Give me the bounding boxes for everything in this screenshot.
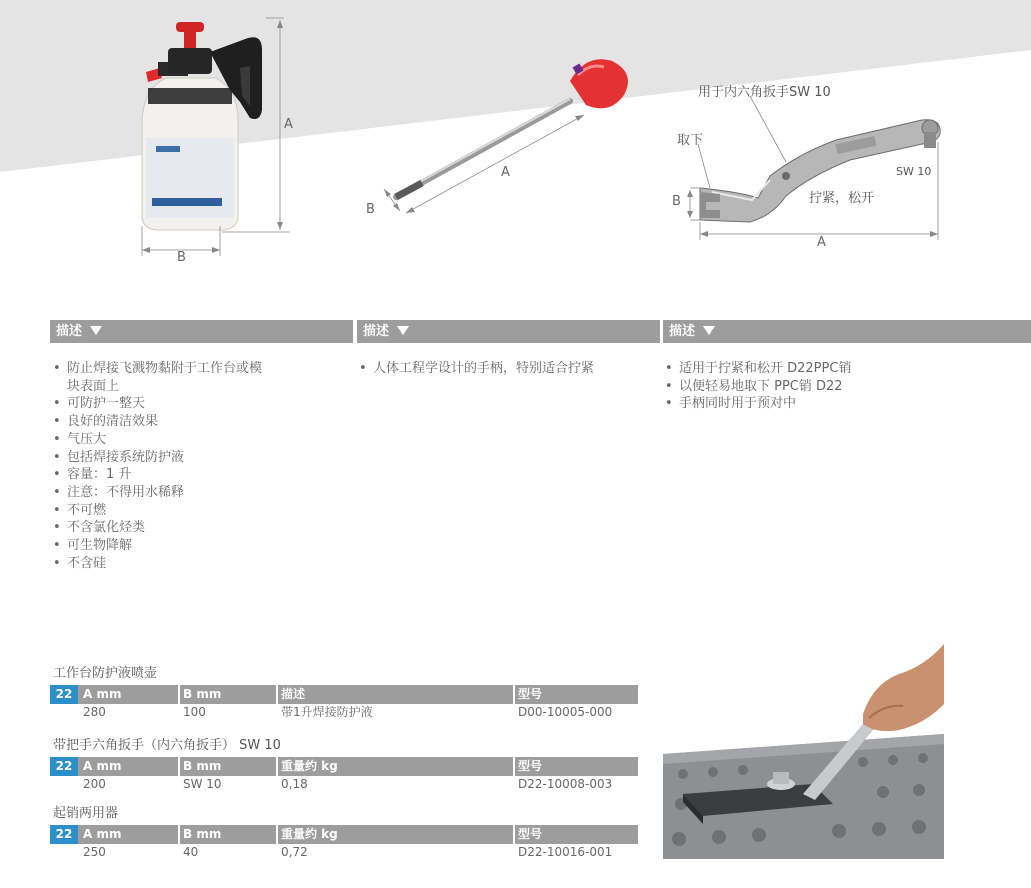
triangle-down-icon	[397, 326, 409, 335]
desc-header-2	[357, 320, 660, 343]
bullet-list-2	[358, 360, 658, 378]
bullet-list-3	[664, 360, 964, 413]
cell-a: 280	[83, 705, 106, 719]
desc-header-3-label: 描述	[669, 324, 696, 339]
pin-tool-dim-a: A	[817, 235, 826, 250]
col-header-b: B mm	[183, 687, 222, 701]
cell-a: 200	[83, 777, 106, 791]
col-header-model: 型号	[518, 759, 543, 773]
desc-header-1-label: 描述	[56, 324, 83, 339]
list-item: • 防止焊接飞溅物黏附于工作台或模 块表面上	[52, 360, 352, 395]
table-row	[50, 704, 638, 721]
list-item: • 以便轻易地取下 PPC销 D22	[664, 378, 964, 396]
pin-tool-callout-tighten: 拧紧，松开	[809, 191, 875, 206]
pin-tool-callout-sw: SW 10	[896, 165, 932, 178]
cell-model: D22-10016-001	[518, 845, 613, 859]
col-header-weight: 重量约 kg	[281, 827, 338, 841]
table-2-header	[50, 757, 638, 776]
pin-tool-dim-b: B	[672, 194, 681, 209]
table-3-header	[50, 825, 638, 844]
desc-header-2-label: 描述	[363, 324, 390, 339]
cell-weight: 0,72	[281, 845, 308, 859]
spray-bottle-dim-a: A	[284, 117, 293, 132]
page-tag: 22	[50, 825, 78, 844]
list-item: • 手柄同时用于预对中	[664, 395, 964, 413]
pin-tool-callout-wrench: 用于内六角扳手SW 10	[698, 85, 831, 100]
cell-desc: 带1升焊接防护液	[281, 705, 373, 719]
col-header-desc: 描述	[281, 687, 306, 701]
col-header-b: B mm	[183, 759, 222, 773]
table-row	[50, 776, 638, 793]
table-1-title: 工作台防护液喷壶	[53, 666, 158, 681]
cell-weight: 0,18	[281, 777, 308, 791]
bullet-list-1	[52, 360, 352, 572]
table-row	[50, 844, 638, 861]
list-item: • 包括焊接系统防护液	[52, 449, 352, 467]
table-1-header	[50, 685, 638, 704]
pin-tool-callout-remove: 取下	[677, 133, 704, 148]
product-usage-photo	[663, 644, 944, 859]
desc-header-3	[663, 320, 1031, 343]
col-header-a: A mm	[83, 687, 122, 701]
list-item: • 不含氯化烃类	[52, 519, 352, 537]
list-item: • 不含硅	[52, 555, 352, 573]
col-header-a: A mm	[83, 759, 122, 773]
cell-model: D22-10008-003	[518, 777, 613, 791]
col-header-b: B mm	[183, 827, 222, 841]
table-2-title: 带把手六角扳手（内六角扳手） SW 10	[53, 738, 281, 753]
col-header-model: 型号	[518, 687, 543, 701]
col-header-model: 型号	[518, 827, 543, 841]
triangle-down-icon	[90, 326, 102, 335]
cell-b: SW 10	[183, 777, 222, 791]
desc-header-1	[50, 320, 353, 343]
spray-bottle-dim-b: B	[177, 250, 186, 265]
cell-b: 100	[183, 705, 206, 719]
cell-a: 250	[83, 845, 106, 859]
list-item: • 良好的清洁效果	[52, 413, 352, 431]
list-item: • 适用于拧紧和松开 D22PPC销	[664, 360, 964, 378]
col-header-a: A mm	[83, 827, 122, 841]
list-item: • 可生物降解	[52, 537, 352, 555]
table-3-title: 起销两用器	[53, 806, 119, 821]
cell-b: 40	[183, 845, 199, 859]
list-item: • 注意：不得用水稀释	[52, 484, 352, 502]
hex-key-dim-b: B	[366, 202, 375, 217]
col-header-weight: 重量约 kg	[281, 759, 338, 773]
spray-bottle-figure	[100, 10, 310, 270]
cell-model: D00-10005-000	[518, 705, 613, 719]
list-item: • 气压大	[52, 431, 352, 449]
hex-key-figure	[360, 45, 640, 225]
triangle-down-icon	[703, 326, 715, 335]
hex-key-dim-a: A	[501, 165, 510, 180]
list-item: • 可防护一整天	[52, 395, 352, 413]
list-item: • 不可燃	[52, 502, 352, 520]
page-tag: 22	[50, 757, 78, 776]
list-item: • 容量：1 升	[52, 466, 352, 484]
list-item: • 人体工程学设计的手柄，特别适合拧紧	[358, 360, 658, 378]
page-tag: 22	[50, 685, 78, 704]
